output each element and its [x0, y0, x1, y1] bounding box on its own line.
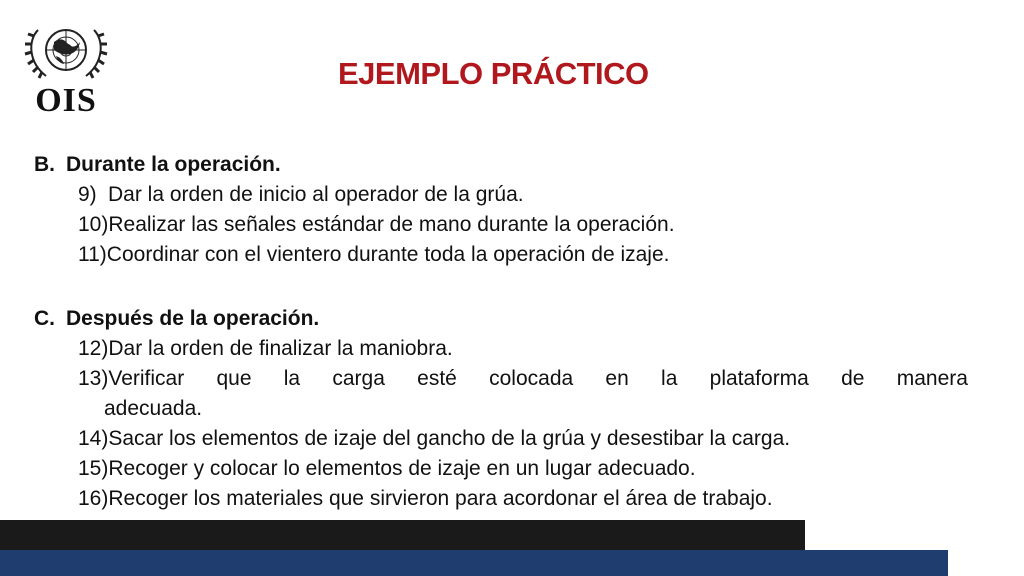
page-title: EJEMPLO PRÁCTICO — [338, 56, 649, 91]
item-word: la — [283, 367, 301, 390]
list-item — [34, 180, 984, 210]
section-after — [34, 304, 984, 514]
item-number: 16) — [78, 487, 109, 510]
section-letter: B. — [34, 153, 55, 176]
item-word: plataforma — [709, 367, 809, 390]
item-text: Realizar las señales estándar de mano durante la operación. — [108, 213, 675, 236]
item-text: Sacar los elementos de izaje del gancho de la grúa y desestibar la carga. — [108, 427, 791, 450]
list-item — [34, 484, 984, 514]
item-word: manera — [896, 367, 968, 390]
item-word: esté — [417, 367, 457, 390]
list-item — [34, 334, 984, 364]
un-emblem-icon — [24, 20, 108, 84]
item-number: 10) — [78, 213, 109, 236]
footer-bar-navy — [0, 550, 948, 576]
section-heading — [34, 304, 984, 334]
section-during — [34, 150, 984, 270]
item-text: Recoger y colocar lo elementos de izaje en un lugar adecuado. — [108, 457, 696, 480]
item-word: de — [841, 367, 865, 390]
section-letter: C. — [34, 307, 55, 330]
item-word: que — [216, 367, 252, 390]
item-word: 13)Verificar — [78, 367, 185, 390]
section-heading — [34, 150, 984, 180]
logo-text: OIS — [35, 82, 97, 119]
list-item — [34, 424, 984, 454]
item-word: la — [661, 367, 678, 390]
list-item — [34, 210, 984, 240]
item-word: carga — [332, 367, 385, 390]
item-text: Coordinar con el vientero durante toda la operación de izaje. — [106, 243, 670, 266]
list-item — [34, 454, 984, 484]
item-number: 12) — [78, 337, 109, 360]
item-number: 15) — [78, 457, 109, 480]
item-text: Dar la orden de inicio al operador de la grúa. — [108, 183, 524, 206]
item-number: 11) — [78, 243, 107, 266]
item-word: colocada — [489, 367, 574, 390]
item-number: 14) — [78, 427, 109, 450]
item-number: 9) — [78, 183, 97, 206]
item-word: en — [605, 367, 629, 390]
item-text-justified — [78, 364, 968, 394]
item-text: Recoger los materiales que sirvieron para acordonar el área de trabajo. — [108, 487, 773, 510]
section-heading-text: Durante la operación. — [66, 153, 281, 176]
item-text: Dar la orden de finalizar la maniobra. — [108, 337, 453, 360]
list-item — [34, 364, 984, 424]
ois-logo — [24, 20, 108, 119]
footer-bar-black — [0, 520, 805, 550]
item-text-continuation: adecuada. — [104, 397, 203, 420]
section-heading-text: Después de la operación. — [66, 307, 320, 330]
list-item — [34, 240, 984, 270]
